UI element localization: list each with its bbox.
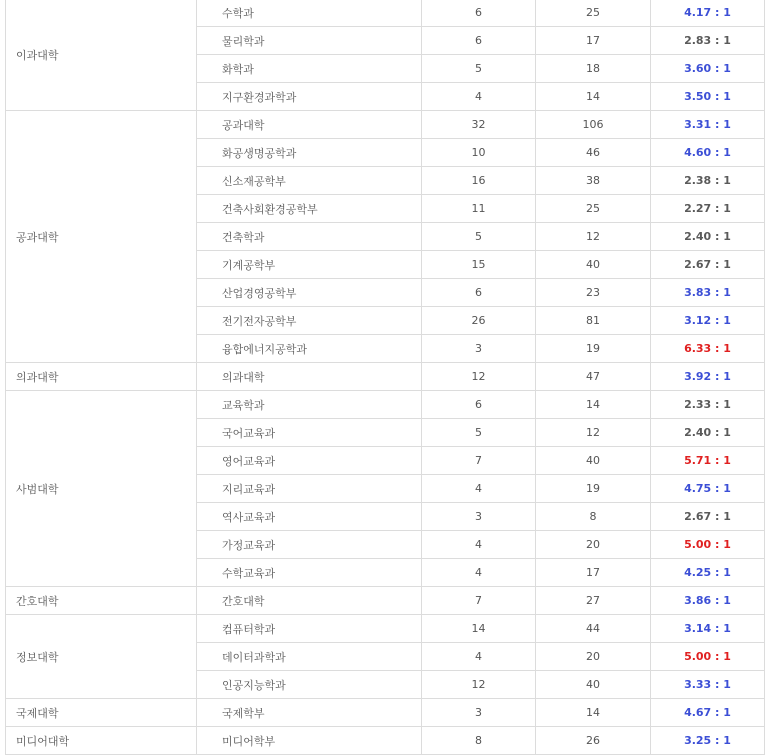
department-name: 영어교육과 xyxy=(197,447,422,475)
quota-count: 10 xyxy=(422,139,536,167)
competition-ratio: 5.00 : 1 xyxy=(651,643,765,671)
applicant-count: 12 xyxy=(536,419,651,447)
competition-ratio: 5.71 : 1 xyxy=(651,447,765,475)
department-name: 수학교육과 xyxy=(197,559,422,587)
competition-ratio: 2.38 : 1 xyxy=(651,167,765,195)
applicant-count: 20 xyxy=(536,643,651,671)
competition-ratio: 2.67 : 1 xyxy=(651,251,765,279)
applicant-count: 44 xyxy=(536,615,651,643)
quota-count: 5 xyxy=(422,55,536,83)
applicant-count: 17 xyxy=(536,559,651,587)
table-row xyxy=(6,363,765,391)
quota-count: 6 xyxy=(422,391,536,419)
department-name: 건축학과 xyxy=(197,223,422,251)
college-name: 공과대학 xyxy=(6,111,197,363)
competition-ratio: 2.33 : 1 xyxy=(651,391,765,419)
department-name: 지리교육과 xyxy=(197,475,422,503)
department-name: 산업경영공학부 xyxy=(197,279,422,307)
college-name: 간호대학 xyxy=(6,587,197,615)
competition-ratio: 3.60 : 1 xyxy=(651,55,765,83)
department-name: 역사교육과 xyxy=(197,503,422,531)
table-row xyxy=(6,615,765,643)
quota-count: 7 xyxy=(422,587,536,615)
applicant-count: 27 xyxy=(536,587,651,615)
competition-ratio: 2.40 : 1 xyxy=(651,223,765,251)
quota-count: 12 xyxy=(422,363,536,391)
applicant-count: 12 xyxy=(536,223,651,251)
department-name: 간호대학 xyxy=(197,587,422,615)
applicant-count: 18 xyxy=(536,55,651,83)
quota-count: 8 xyxy=(422,727,536,755)
competition-ratio: 2.83 : 1 xyxy=(651,27,765,55)
department-name: 물리학과 xyxy=(197,27,422,55)
table-row xyxy=(6,699,765,727)
applicant-count: 23 xyxy=(536,279,651,307)
applicant-count: 46 xyxy=(536,139,651,167)
quota-count: 11 xyxy=(422,195,536,223)
applicant-count: 106 xyxy=(536,111,651,139)
table-row xyxy=(6,587,765,615)
department-name: 건축사회환경공학부 xyxy=(197,195,422,223)
competition-ratio: 3.86 : 1 xyxy=(651,587,765,615)
applicant-count: 26 xyxy=(536,727,651,755)
competition-ratio: 5.00 : 1 xyxy=(651,531,765,559)
applicant-count: 19 xyxy=(536,475,651,503)
table-row xyxy=(6,727,765,755)
department-name: 인공지능학과 xyxy=(197,671,422,699)
quota-count: 16 xyxy=(422,167,536,195)
competition-ratio: 3.14 : 1 xyxy=(651,615,765,643)
department-name: 데이터과학과 xyxy=(197,643,422,671)
table-row xyxy=(6,0,765,27)
quota-count: 15 xyxy=(422,251,536,279)
competition-ratio: 3.33 : 1 xyxy=(651,671,765,699)
department-name: 전기전자공학부 xyxy=(197,307,422,335)
quota-count: 32 xyxy=(422,111,536,139)
department-name: 신소재공학부 xyxy=(197,167,422,195)
competition-ratio: 6.33 : 1 xyxy=(651,335,765,363)
department-name: 의과대학 xyxy=(197,363,422,391)
table-row xyxy=(6,111,765,139)
competition-ratio: 3.83 : 1 xyxy=(651,279,765,307)
college-name: 사범대학 xyxy=(6,391,197,587)
competition-ratio: 2.67 : 1 xyxy=(651,503,765,531)
quota-count: 4 xyxy=(422,643,536,671)
applicant-count: 38 xyxy=(536,167,651,195)
quota-count: 6 xyxy=(422,279,536,307)
competition-ratio: 3.25 : 1 xyxy=(651,727,765,755)
competition-ratio: 3.31 : 1 xyxy=(651,111,765,139)
department-name: 미디어학부 xyxy=(197,727,422,755)
applicant-count: 14 xyxy=(536,83,651,111)
college-name: 국제대학 xyxy=(6,699,197,727)
department-name: 수학과 xyxy=(197,0,422,27)
competition-ratio: 2.27 : 1 xyxy=(651,195,765,223)
applicant-count: 14 xyxy=(536,391,651,419)
competition-rate-table xyxy=(5,0,765,755)
applicant-count: 25 xyxy=(536,195,651,223)
college-name: 이과대학 xyxy=(6,0,197,111)
department-name: 기계공학부 xyxy=(197,251,422,279)
competition-ratio: 4.25 : 1 xyxy=(651,559,765,587)
quota-count: 5 xyxy=(422,223,536,251)
competition-ratio: 3.12 : 1 xyxy=(651,307,765,335)
competition-ratio: 4.75 : 1 xyxy=(651,475,765,503)
competition-ratio: 3.92 : 1 xyxy=(651,363,765,391)
applicant-count: 40 xyxy=(536,447,651,475)
quota-count: 4 xyxy=(422,475,536,503)
department-name: 융합에너지공학과 xyxy=(197,335,422,363)
quota-count: 12 xyxy=(422,671,536,699)
quota-count: 3 xyxy=(422,335,536,363)
applicant-count: 8 xyxy=(536,503,651,531)
quota-count: 14 xyxy=(422,615,536,643)
competition-ratio: 4.67 : 1 xyxy=(651,699,765,727)
applicant-count: 17 xyxy=(536,27,651,55)
competition-ratio: 4.17 : 1 xyxy=(651,0,765,27)
department-name: 컴퓨터학과 xyxy=(197,615,422,643)
table-row xyxy=(6,391,765,419)
quota-count: 5 xyxy=(422,419,536,447)
applicant-count: 40 xyxy=(536,671,651,699)
department-name: 공과대학 xyxy=(197,111,422,139)
competition-ratio: 3.50 : 1 xyxy=(651,83,765,111)
department-name: 화공생명공학과 xyxy=(197,139,422,167)
department-name: 교육학과 xyxy=(197,391,422,419)
department-name: 국제학부 xyxy=(197,699,422,727)
quota-count: 6 xyxy=(422,0,536,27)
college-name: 미디어대학 xyxy=(6,727,197,755)
department-name: 화학과 xyxy=(197,55,422,83)
quota-count: 4 xyxy=(422,531,536,559)
college-name: 의과대학 xyxy=(6,363,197,391)
applicant-count: 20 xyxy=(536,531,651,559)
competition-ratio: 2.40 : 1 xyxy=(651,419,765,447)
competition-ratio: 4.60 : 1 xyxy=(651,139,765,167)
applicant-count: 19 xyxy=(536,335,651,363)
quota-count: 4 xyxy=(422,559,536,587)
applicant-count: 40 xyxy=(536,251,651,279)
quota-count: 4 xyxy=(422,83,536,111)
table-body xyxy=(6,0,765,755)
quota-count: 3 xyxy=(422,699,536,727)
quota-count: 6 xyxy=(422,27,536,55)
department-name: 국어교육과 xyxy=(197,419,422,447)
applicant-count: 47 xyxy=(536,363,651,391)
quota-count: 7 xyxy=(422,447,536,475)
department-name: 지구환경과학과 xyxy=(197,83,422,111)
college-name: 정보대학 xyxy=(6,615,197,699)
quota-count: 3 xyxy=(422,503,536,531)
applicant-count: 25 xyxy=(536,0,651,27)
applicant-count: 81 xyxy=(536,307,651,335)
applicant-count: 14 xyxy=(536,699,651,727)
quota-count: 26 xyxy=(422,307,536,335)
department-name: 가정교육과 xyxy=(197,531,422,559)
